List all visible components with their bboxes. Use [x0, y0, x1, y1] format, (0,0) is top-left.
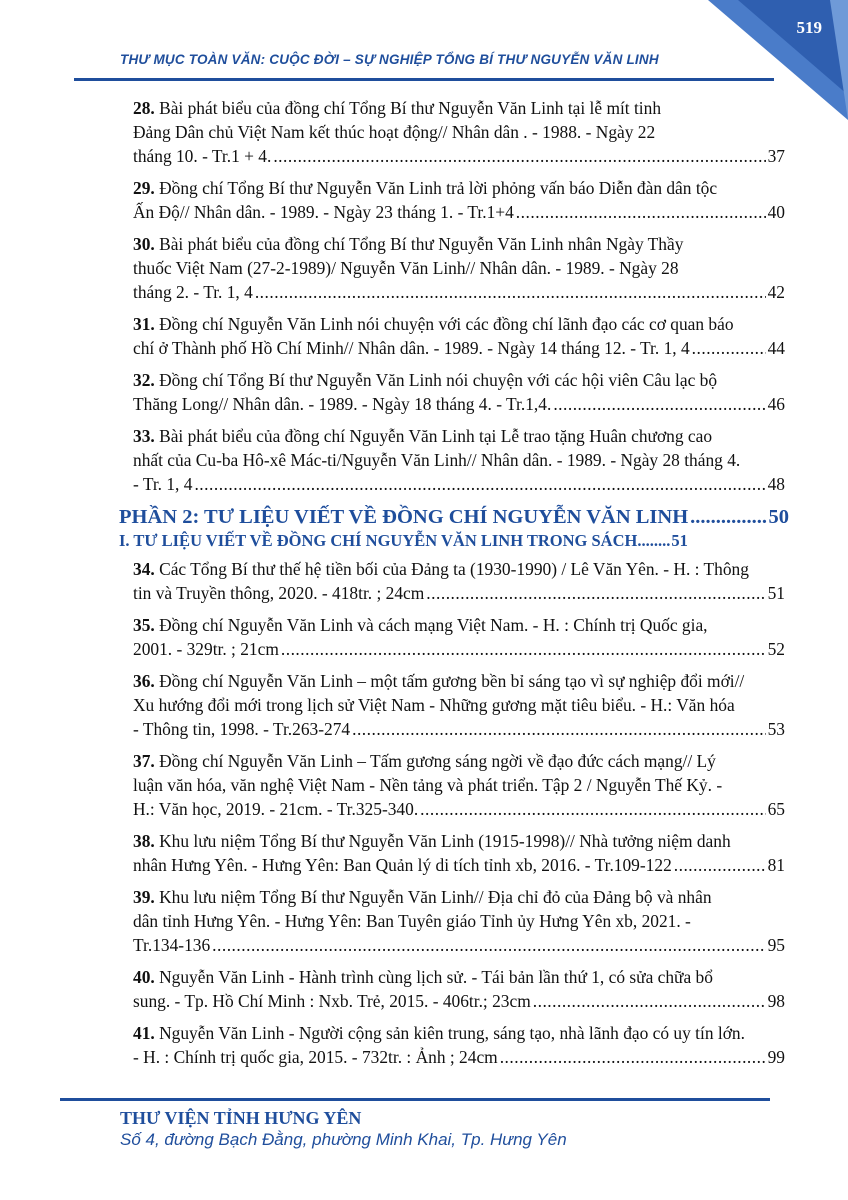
entry-page-number: 51	[767, 583, 785, 603]
entry-number: 40.	[133, 967, 155, 987]
bibliography-entry	[133, 1021, 785, 1069]
entry-text: Ấn Độ// Nhân dân. - 1989. - Ngày 23 tháng 1. - Tr.1+4	[133, 202, 514, 222]
entry-number: 33.	[133, 426, 155, 446]
page-number: 519	[796, 18, 822, 37]
entry-text: Tr.134-136	[133, 935, 211, 955]
entry-line	[133, 693, 785, 717]
leader-dots	[420, 797, 765, 821]
entry-text: Bài phát biểu của đồng chí Tổng Bí thư Nguyễn Văn Linh nhân Ngày Thầy	[159, 234, 684, 254]
entry-line	[133, 749, 785, 773]
leader-dots	[533, 989, 766, 1013]
entry-number: 39.	[133, 887, 155, 907]
entry-text: luận văn hóa, văn nghệ Việt Nam - Nền tảng và phát triển. Tập 2 / Nguyễn Thế Kỷ. -	[133, 775, 723, 795]
leader-dots	[637, 531, 671, 551]
entry-line	[133, 176, 785, 200]
entry-text: nhân Hưng Yên. - Hưng Yên: Ban Quản lý di tích tỉnh xb, 2016. - Tr.109-122	[133, 855, 672, 875]
running-header: THƯ MỤC TOÀN VĂN: CUỘC ĐỜI – SỰ NGHIỆP TỔNG BÍ THƯ NGUYỄN VĂN LINH	[120, 52, 659, 67]
entry-page-number: 44	[767, 338, 785, 358]
entry-page-number: 99	[767, 1047, 785, 1067]
entry-last-line	[133, 717, 785, 741]
entry-text: H.: Văn học, 2019. - 21cm. - Tr.325-340.	[133, 799, 419, 819]
leader-dots	[281, 637, 766, 661]
entry-text: 2001. - 329tr. ; 21cm	[133, 639, 279, 659]
entry-page-number: 81	[767, 855, 785, 875]
footer-rule	[60, 1098, 770, 1101]
entry-number: 36.	[133, 671, 155, 691]
entry-last-line	[133, 853, 785, 877]
entry-text: thuốc Việt Nam (27-2-1989)/ Nguyễn Văn Linh// Nhân dân. - 1989. - Ngày 28	[133, 258, 679, 278]
entry-line	[133, 909, 785, 933]
entry-last-line	[133, 989, 785, 1013]
leader-dots	[426, 581, 765, 605]
entry-last-line	[133, 200, 785, 224]
section-heading-text: I. TƯ LIỆU VIẾT VỀ ĐỒNG CHÍ NGUYỄN VĂN LINH TRONG SÁCH	[119, 531, 638, 550]
entry-text: Nguyễn Văn Linh - Hành trình cùng lịch sử. - Tái bản lần thứ 1, có sửa chữa bổ	[159, 967, 713, 987]
bibliography-entry	[133, 232, 785, 304]
entry-line	[133, 256, 785, 280]
entry-line	[133, 773, 785, 797]
entry-last-line	[133, 392, 785, 416]
bibliography-entry	[133, 176, 785, 224]
footer-title: THƯ VIỆN TỈNH HƯNG YÊN	[120, 1108, 362, 1128]
entries-part1	[133, 96, 785, 496]
entry-line	[133, 557, 785, 581]
part-heading	[119, 506, 789, 529]
entry-number: 41.	[133, 1023, 155, 1043]
leader-dots	[690, 506, 766, 529]
entry-page-number: 65	[767, 799, 785, 819]
bibliography-entry	[133, 312, 785, 360]
leader-dots	[674, 853, 766, 877]
section-heading-page: 51	[671, 531, 688, 550]
footer-address: Số 4, đường Bạch Đằng, phường Minh Khai, Tp. Hưng Yên	[120, 1130, 567, 1149]
entry-text: Đảng Dân chủ Việt Nam kết thúc hoạt động// Nhân dân . - 1988. - Ngày 22	[133, 122, 656, 142]
entry-text: tháng 10. - Tr.1 + 4.	[133, 146, 272, 166]
bibliography-entry	[133, 557, 785, 605]
header-rule	[74, 78, 774, 81]
entry-number: 30.	[133, 234, 155, 254]
leader-dots	[692, 336, 766, 360]
leader-dots	[194, 472, 765, 496]
entry-text: - Tr. 1, 4	[133, 474, 193, 494]
part-heading-text: PHẦN 2: TƯ LIỆU VIẾT VỀ ĐỒNG CHÍ NGUYỄN VĂN LINH	[119, 506, 689, 528]
entry-text: Thăng Long// Nhân dân. - 1989. - Ngày 18 tháng 4. - Tr.1,4.	[133, 394, 552, 414]
entry-number: 28.	[133, 98, 155, 118]
entry-text: Bài phát biểu của đồng chí Nguyễn Văn Linh tại Lễ trao tặng Huân chương cao	[159, 426, 713, 446]
main-content	[119, 96, 789, 1077]
entry-line	[133, 885, 785, 909]
entry-text: chí ở Thành phố Hồ Chí Minh// Nhân dân. - 1989. - Ngày 14 tháng 12. - Tr. 1, 4	[133, 338, 690, 358]
entry-last-line	[133, 144, 785, 168]
bibliography-entry	[133, 669, 785, 741]
leader-dots	[255, 280, 766, 304]
bibliography-entry	[133, 96, 785, 168]
entry-line	[133, 312, 785, 336]
bibliography-entry	[133, 829, 785, 877]
leader-dots	[553, 392, 765, 416]
leader-dots	[516, 200, 766, 224]
entry-last-line	[133, 581, 785, 605]
entry-page-number: 40	[767, 202, 785, 222]
entry-line	[133, 96, 785, 120]
entry-number: 37.	[133, 751, 155, 771]
leader-dots	[500, 1045, 766, 1069]
entry-page-number: 48	[767, 474, 785, 494]
entry-text: Nguyễn Văn Linh - Người cộng sản kiên trung, sáng tạo, nhà lãnh đạo có uy tín lớn.	[159, 1023, 745, 1043]
entry-text: Bài phát biểu của đồng chí Tổng Bí thư Nguyễn Văn Linh tại lễ mít tinh	[159, 98, 662, 118]
entry-line	[133, 829, 785, 853]
bibliography-entry	[133, 965, 785, 1013]
leader-dots	[212, 933, 765, 957]
part-heading-page: 50	[768, 506, 789, 528]
entry-text: Các Tổng Bí thư thế hệ tiền bối của Đảng ta (1930-1990) / Lê Văn Yên. - H. : Thông	[159, 559, 749, 579]
entry-text: sung. - Tp. Hồ Chí Minh : Nxb. Trẻ, 2015. - 406tr.; 23cm	[133, 991, 531, 1011]
entry-page-number: 53	[767, 719, 785, 739]
leader-dots	[273, 144, 765, 168]
entry-last-line	[133, 1045, 785, 1069]
entry-page-number: 42	[767, 282, 785, 302]
entry-text: Xu hướng đổi mới trong lịch sử Việt Nam - Những gương mặt tiêu biểu. - H.: Văn hóa	[133, 695, 735, 715]
entry-last-line	[133, 933, 785, 957]
entry-text: dân tỉnh Hưng Yên. - Hưng Yên: Ban Tuyên giáo Tỉnh ủy Hưng Yên xb, 2021. -	[133, 911, 691, 931]
entry-line	[133, 232, 785, 256]
entry-text: - H. : Chính trị quốc gia, 2015. - 732tr. : Ảnh ; 24cm	[133, 1047, 498, 1067]
entry-text: tin và Truyền thông, 2020. - 418tr. ; 24cm	[133, 583, 425, 603]
entry-page-number: 98	[767, 991, 785, 1011]
entry-line	[133, 120, 785, 144]
entry-text: Khu lưu niệm Tổng Bí thư Nguyễn Văn Linh// Địa chỉ đỏ của Đảng bộ và nhân	[159, 887, 712, 907]
leader-dots	[352, 717, 766, 741]
entry-last-line	[133, 472, 785, 496]
entries-part2	[133, 557, 785, 1069]
entry-page-number: 37	[767, 146, 785, 166]
bibliography-entry	[133, 749, 785, 821]
entry-text: Đồng chí Nguyễn Văn Linh và cách mạng Việt Nam. - H. : Chính trị Quốc gia,	[159, 615, 708, 635]
entry-number: 31.	[133, 314, 155, 334]
entry-text: Đồng chí Nguyễn Văn Linh nói chuyện với các đồng chí lãnh đạo các cơ quan báo	[159, 314, 734, 334]
entry-line	[133, 965, 785, 989]
entry-number: 29.	[133, 178, 155, 198]
entry-page-number: 46	[767, 394, 785, 414]
entry-number: 34.	[133, 559, 155, 579]
bibliography-entry	[133, 613, 785, 661]
entry-line	[133, 613, 785, 637]
entry-last-line	[133, 637, 785, 661]
section-heading	[119, 531, 774, 551]
entry-text: nhất của Cu-ba Hô-xê Mác-ti/Nguyễn Văn Linh// Nhân dân. - 1989. - Ngày 28 tháng 4.	[133, 450, 741, 470]
entry-text: Đồng chí Nguyễn Văn Linh – một tấm gương bền bỉ sáng tạo vì sự nghiệp đổi mới//	[159, 671, 745, 691]
entry-text: Đồng chí Nguyễn Văn Linh – Tấm gương sáng ngời về đạo đức cách mạng// Lý	[159, 751, 716, 771]
entry-last-line	[133, 280, 785, 304]
bibliography-entry	[133, 424, 785, 496]
entry-last-line	[133, 336, 785, 360]
entry-number: 35.	[133, 615, 155, 635]
entry-line	[133, 669, 785, 693]
entry-line	[133, 424, 785, 448]
entry-number: 32.	[133, 370, 155, 390]
entry-text: - Thông tin, 1998. - Tr.263-274	[133, 719, 351, 739]
entry-text: tháng 2. - Tr. 1, 4	[133, 282, 253, 302]
entry-text: Đồng chí Tổng Bí thư Nguyễn Văn Linh trả lời phỏng vấn báo Diễn đàn dân tộc	[159, 178, 718, 198]
entry-last-line	[133, 797, 785, 821]
entry-line	[133, 448, 785, 472]
entry-line	[133, 1021, 785, 1045]
entry-text: Đồng chí Tổng Bí thư Nguyễn Văn Linh nói chuyện với các hội viên Câu lạc bộ	[159, 370, 718, 390]
entry-number: 38.	[133, 831, 155, 851]
entry-text: Khu lưu niệm Tổng Bí thư Nguyễn Văn Linh (1915-1998)// Nhà tưởng niệm danh	[159, 831, 731, 851]
bibliography-entry	[133, 368, 785, 416]
entry-page-number: 52	[767, 639, 785, 659]
bibliography-entry	[133, 885, 785, 957]
entry-line	[133, 368, 785, 392]
entry-page-number: 95	[767, 935, 785, 955]
